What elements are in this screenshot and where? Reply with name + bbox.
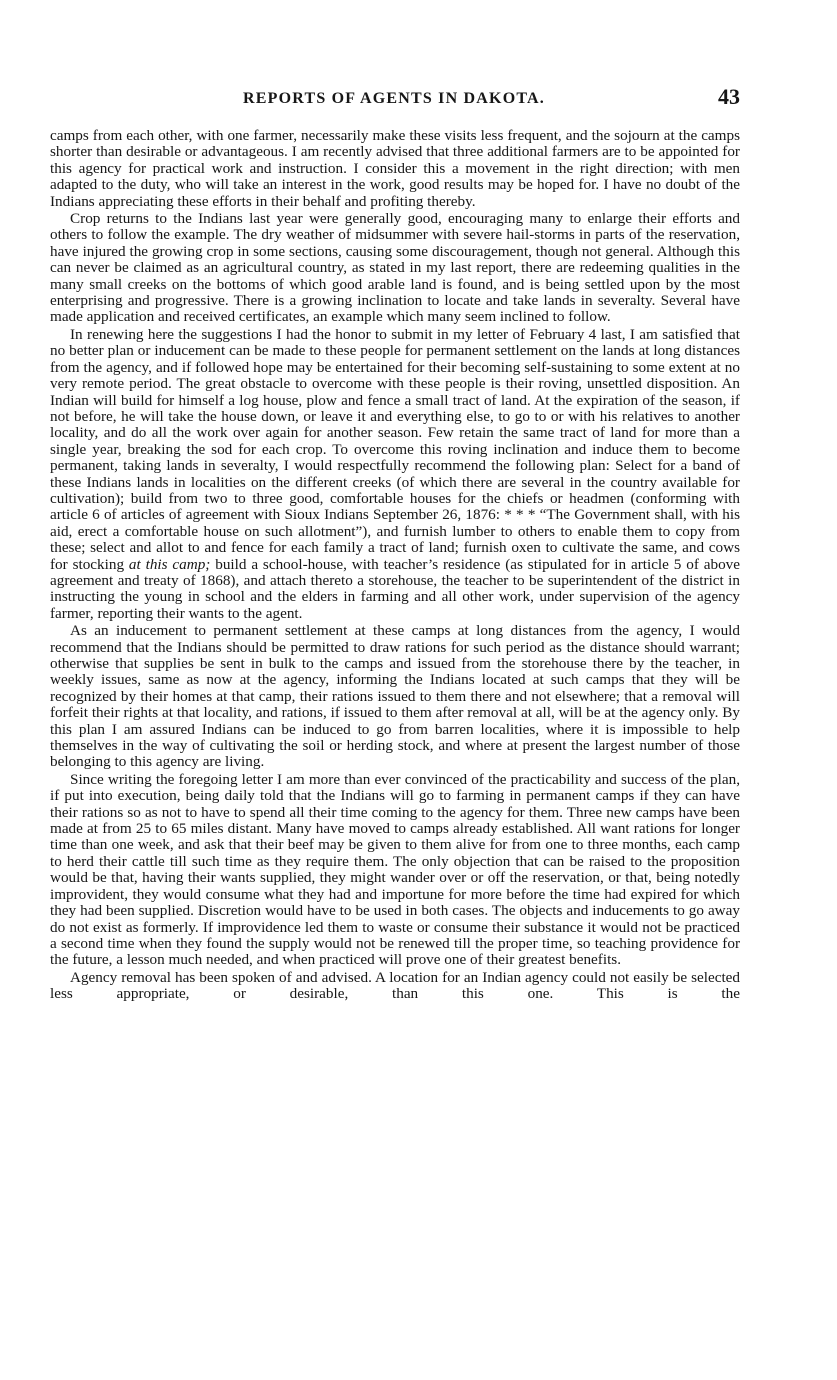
paragraph-3 [50, 327, 740, 622]
running-head [48, 84, 740, 112]
page-number: 43 [718, 84, 740, 109]
paragraph-2: Crop returns to the Indians last year were generally good, encouraging many to enlarge their efforts and others to follow the example. The dry weather of midsummer with severe hail-storms in parts of the reservation, have injured the growing crop in some sections, causing some discouragement, though not general. Although this can never be claimed as an agricultural country, as stated in my last report, there are redeeming qualities in the many small creeks on the bottoms of which good arable land is found, and is being settled upon by the most enterprising and progressive. There is a growing inclination to locate and take lands in severalty. Several have made application and received certificates, an example which many seem inclined to follow. [50, 210, 740, 326]
paragraph-5: Since writing the foregoing letter I am more than ever convinced of the practicability and success of the plan, if put into execution, being daily told that the Indians will go to farming in permanent camps if they can have their rations so as not to have to spend all their time coming to the agency for them. Three new camps have been made at from 25 to 65 miles distant. Many have moved to camps already established. All want rations for longer time than one week, and ask that their beef may be given to them alive for from one to three months, each camp to herd their cattle till such time as they require them. The only objection that can be raised to the proposition would be that, having their wants supplied, they might wander over or off the reservation, or that, being notedly improvident, they would consume what they had and importune for more before the time had expired for which they had been supplied. Discretion would have to be used in both cases. The objects and inducements to go away do not exist as formerly. If improvidence led them to waste or consume their substance it would not be practiced a second time when they found the supply would not be renewed till the proper time, so teaching providence for the future, a lesson much needed, and when practiced will prove one of their greatest benefits. [50, 770, 740, 969]
paragraph-4: As an inducement to permanent settlement at these camps at long distances from the agency, I would recommend that the Indians should be permitted to draw rations for such period as the distance should warrant; otherwise that supplies be sent in bulk to the camps and issued from the storehouse there by the teacher, in weekly issues, same as now at the agency, informing the Indians located at such camps that they will be recognized by their homes at that camp, their rations issued to them there and not elsewhere; that a removal will forfeit their rights at that locality, and rations, if issued to them after removal at all, will be at the agency only. By this plan I am assured Indians can be induced to go from barren localities, where it is impossible to help themselves in the way of cultivating the soil or herding stock, and where at present the largest number of those belonging to this agency are living. [50, 622, 740, 771]
paragraph-6: Agency removal has been spoken of and advised. A location for an Indian agency could not easily be selected less appropriate, or desirable, than this one. This is the [50, 968, 740, 1003]
paragraph-3-italic: at this camp; [128, 555, 211, 573]
paragraph-3-text-a: In renewing here the suggestions I had the honor to submit in my letter of February 4 last, I am satisfied that no better plan or inducement can be made to these people for permanent settlement on the lands at long distances from the agency, and if followed hope may be entertained for their becoming self-sustaining to some extent at no very remote period. The great obstacle to overcome with these people is their roving, unsettled disposition. An Indian will build for himself a log house, plow and fence a small tract of land. At the expiration of the season, if not before, he will take the house down, or leave it and everything else, to go to or with his relatives to another locality, and do all the work over again for another season. Few retain the same tract of land for more than a single year, breaking the sod for each crop. To overcome this roving inclination and induce them to become permanent, taking lands in severalty, I would respectfully recommend the following plan: Select for a band of these Indians lands in localities on the different creeks (of which there are several in the country available for cultivation); build from two to three good, comfortable houses for the chiefs or headmen (conforming with article 6 of articles of agreement with Sioux Indians September 26, 1876: * * * “The Government shall, with his aid, erect a comfortable house on such allotment”), and furnish lumber to others to enable them to copy from these; select and allot to and fence for each family a tract of land; furnish oxen to cultivate the same, and cows for stocking [50, 325, 740, 573]
running-title: REPORTS OF AGENTS IN DAKOTA. [243, 90, 545, 107]
paragraph-3-text-b: build a school-house, with teacher’s residence (as stipulated for in article 5 of above agreement and treaty of 1868), and attach thereto a storehouse, the teacher to be superintendent of the district in instructing the young in school and the elders in farming and all other work, under supervision of the agency farmer, reporting their wants to the agent. [50, 555, 741, 622]
body-text [50, 128, 740, 1004]
paragraph-1: camps from each other, with one farmer, necessarily make these visits less frequent, and the sojourn at the camps shorter than desirable or advantageous. I am recently advised that three additional farmers are to be appointed for this agency for practical work and instruction. I consider this a movement in the right direction; with men adapted to the duty, who will take an interest in the work, good results may be hoped for. I have no doubt of the Indians appreciating these efforts in their behalf and profiting thereby. [50, 127, 740, 210]
